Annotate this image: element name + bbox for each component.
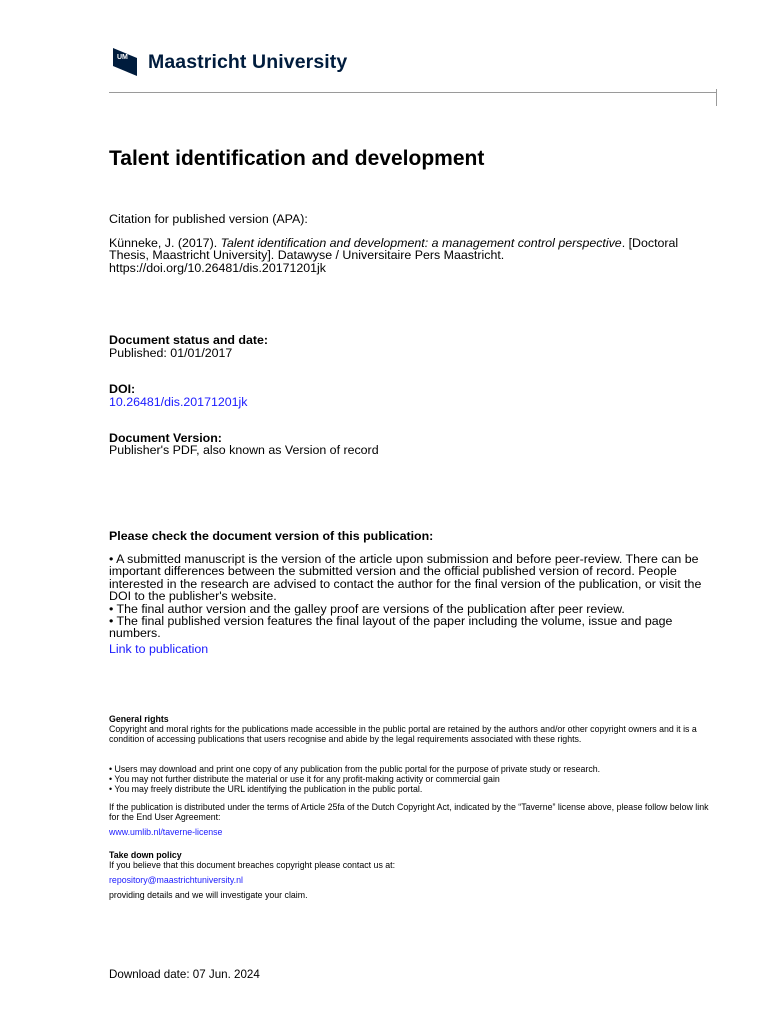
taverne-notice: If the publication is distributed under the terms of Article 25fa of the Dutch Copyright Act, indicated by the “Taverne” license above, please follow below link for the End User Agreement: — [109, 802, 709, 822]
download-date: Download date: 07 Jun. 2024 — [109, 968, 260, 981]
um-logo-icon — [111, 46, 139, 78]
citation-authors: Künneke, J. (2017). — [109, 236, 221, 250]
general-rights-body: Copyright and moral rights for the publications made accessible in the public portal are retained by the authors and/or other copyright owners and it is a condition of accessing publications that users recognise and abide by the legal requirements associated with these rights. — [109, 724, 697, 744]
link-to-publication[interactable]: Link to publication — [109, 642, 209, 656]
check-bullet-published-version: • The final published version features the final layout of the paper including the volume, issue and page numbers. — [109, 614, 673, 641]
header-rule — [109, 92, 717, 93]
citation-rest: . [Doctoral Thesis, Maastricht University]. Datawyse / Universitaire Pers Maastricht. https://doi.org/10.26481/dis.20171201jk — [109, 236, 679, 275]
check-bullet-author-version: • The final author version and the galley proof are versions of the publication after peer review. — [109, 601, 625, 616]
status-heading: Document status and date: — [109, 333, 269, 347]
takedown-body: If you believe that this document breaches copyright please contact us at: — [109, 860, 396, 870]
citation-work-title: Talent identification and development: a management control perspective — [220, 236, 622, 250]
check-heading: Please check the document version of this publication: — [109, 529, 434, 543]
logo-text: Maastricht University — [148, 50, 348, 73]
university-logo — [111, 46, 347, 78]
doi-heading: DOI: — [109, 382, 136, 396]
takedown-heading: Take down policy — [109, 850, 182, 860]
citation-label: Citation for published version (APA): — [109, 212, 308, 226]
check-bullet-submitted: • A submitted manuscript is the version of the article upon submission and before peer-review. There can be important differences between the submitted version and the official published version of record. People interested in the research are advised to contact the author for the final version of the publication, or visit the DOI to the publisher's website. — [109, 552, 702, 604]
takedown-tail: providing details and we will investigate your claim. — [109, 890, 308, 900]
general-rights-bullets — [109, 765, 721, 794]
rights-bullet-distribute: • You may not further distribute the material or use it for any profit-making activity or commercial gain — [109, 773, 500, 784]
citation-text — [109, 237, 721, 274]
check-notice — [109, 553, 721, 640]
rights-bullet-download: • Users may download and print one copy of any publication from the public portal for the purpose of private study or research. — [109, 764, 601, 774]
version-heading: Document Version: — [109, 431, 222, 445]
taverne-license-link[interactable]: www.umlib.nl/taverne-license — [109, 827, 223, 837]
document-title: Talent identification and development — [109, 147, 485, 170]
rights-bullet-url: • You may freely distribute the URL identifying the publication in the public portal. — [109, 783, 423, 794]
takedown-email-link[interactable]: repository@maastrichtuniversity.nl — [109, 875, 243, 885]
doi-link[interactable]: 10.26481/dis.20171201jk — [109, 395, 248, 409]
version-value: Publisher's PDF, also known as Version of record — [109, 443, 379, 457]
status-value: Published: 01/01/2017 — [109, 346, 233, 360]
header-rule-tick — [716, 89, 717, 106]
general-rights-heading: General rights — [109, 714, 169, 724]
logo-letter-u: UM — [117, 54, 128, 61]
